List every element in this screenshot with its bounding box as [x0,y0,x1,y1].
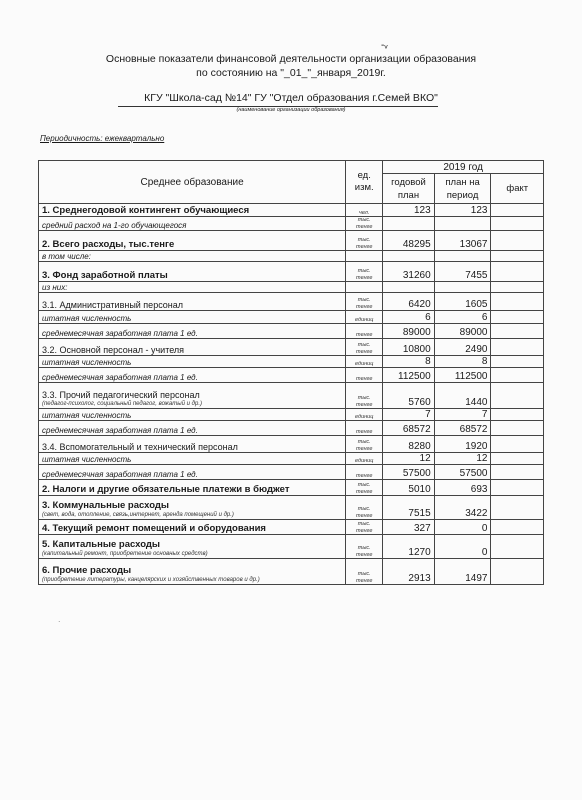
unit-cell: тыс. тенге [346,231,383,251]
plan-period-cell: 7455 [434,262,491,282]
plan-year-cell: 2913 [383,559,434,585]
row-name-cell [39,520,346,535]
unit-cell: тыс. тенге [346,262,383,282]
stray-mark: . [58,614,61,624]
plan-year-cell: 10800 [383,339,434,356]
plan-year-cell: 48295 [383,231,434,251]
fact-cell [491,282,544,293]
unit-cell: единиц [346,453,383,465]
plan-period-cell [434,217,491,231]
table-row [39,559,544,585]
financial-table [38,160,544,585]
fact-cell [491,496,544,520]
fact-cell [491,339,544,356]
row-name-cell [39,204,346,217]
row-name-cell [39,262,346,282]
table-row [39,293,544,311]
fact-cell [491,480,544,496]
header-plan-year: годовой план [383,174,434,204]
row-name: 3.2. Основной персонал - учителя [42,345,185,355]
fact-cell [491,231,544,251]
plan-period-cell [434,251,491,262]
header-name: Среднее образование [39,161,346,204]
table-row [39,480,544,496]
fact-cell [491,311,544,324]
table-row [39,368,544,383]
row-name-cell [39,368,346,383]
organization-caption: (наименование организации образования) [236,107,346,113]
plan-period-cell: 8 [434,356,491,368]
table-row [39,409,544,421]
unit-cell [346,282,383,293]
table-row [39,496,544,520]
table-row [39,520,544,535]
row-note: (свет, вода, отопление, связь,интернет, аренда помещений и др.) [42,512,234,518]
row-name: 3. Фонд заработной платы [42,270,168,281]
plan-period-cell: 0 [434,535,491,559]
fact-cell [491,383,544,409]
unit-cell: единиц [346,311,383,324]
plan-year-cell [383,282,434,293]
row-name-cell [39,251,346,262]
row-name: 2. Всего расходы, тыс.тенге [42,239,175,250]
row-name-cell [39,535,346,559]
fact-cell [491,262,544,282]
plan-period-cell: 1440 [434,383,491,409]
fact-cell [491,436,544,453]
row-name: 5. Капитальные расходы [42,539,161,550]
header-unit: ед. изм. [346,161,383,204]
unit-cell: тыс. тенге [346,496,383,520]
plan-period-cell: 6 [434,311,491,324]
plan-year-cell: 6420 [383,293,434,311]
unit-cell: тыс. тенге [346,520,383,535]
periodicity-label: Периодичность: ежеквартально [40,134,165,143]
table-row [39,535,544,559]
plan-period-cell: 1497 [434,559,491,585]
plan-period-cell: 7 [434,409,491,421]
fact-cell [491,421,544,436]
plan-year-cell: 89000 [383,324,434,339]
fact-cell [491,204,544,217]
row-name-cell [39,409,346,421]
row-name: средний расход на 1-го обучающегося [42,221,187,230]
row-note: (приобретение литературы, канцелярских и хозяйственных товаров и др.) [42,577,260,583]
row-name: штатная численность [42,314,132,323]
row-name: среднемесячная заработная плата 1 ед. [42,426,198,435]
row-name-cell [39,293,346,311]
plan-year-cell: 327 [383,520,434,535]
plan-period-cell: 1605 [434,293,491,311]
row-name: штатная численность [42,358,132,367]
plan-year-cell: 5760 [383,383,434,409]
plan-year-cell: 68572 [383,421,434,436]
row-name: 3.1. Административный персонал [42,300,184,310]
unit-cell: тенге [346,324,383,339]
plan-period-cell: 2490 [434,339,491,356]
fact-cell [491,251,544,262]
row-name: штатная численность [42,455,132,464]
unit-cell: единиц [346,409,383,421]
document-title: Основные показатели финансовой деятельности организации образования [105,53,477,65]
row-name-cell [39,436,346,453]
row-name-cell [39,217,346,231]
unit-cell: тыс. тенге [346,383,383,409]
table-row [39,421,544,436]
table-row [39,465,544,480]
table-row [39,383,544,409]
row-name-cell [39,496,346,520]
unit-cell: тыс. тенге [346,559,383,585]
unit-cell: тыс. тенге [346,217,383,231]
fact-cell [491,293,544,311]
row-name-cell [39,383,346,409]
row-name-cell [39,559,346,585]
row-name: 6. Прочие расходы [42,565,132,576]
plan-year-cell: 8280 [383,436,434,453]
row-name: 4. Текущий ремонт помещений и оборудования [42,523,266,534]
unit-cell: чел. [346,204,383,217]
row-note: (капитальный ремонт, приобретение основных средств) [42,551,208,557]
plan-period-cell: 57500 [434,465,491,480]
table-row [39,231,544,251]
header-year: 2019 год [383,161,544,174]
unit-cell: тыс. тенге [346,293,383,311]
row-name-cell [39,465,346,480]
table-row [39,436,544,453]
unit-cell: тенге [346,421,383,436]
pen-mark: -ᵥ [381,40,388,51]
plan-year-cell: 112500 [383,368,434,383]
plan-period-cell: 123 [434,204,491,217]
unit-cell: тыс. тенге [346,480,383,496]
unit-cell: тенге [346,368,383,383]
row-name-cell [39,339,346,356]
row-name: 3.3. Прочий педагогический персонал [42,390,200,400]
row-name: в том числе: [42,252,91,261]
row-name: среднемесячная заработная плата 1 ед. [42,329,198,338]
table-row [39,262,544,282]
unit-cell: тыс. тенге [346,339,383,356]
fact-cell [491,465,544,480]
plan-period-cell: 693 [434,480,491,496]
plan-period-cell: 13067 [434,231,491,251]
organization-name: КГУ "Школа-сад №14" ГУ "Отдел образования г.Семей ВКО" [144,92,438,104]
row-name: из них: [42,283,68,292]
plan-period-cell: 0 [434,520,491,535]
unit-cell: тенге [346,465,383,480]
header-fact: факт [491,174,544,204]
plan-year-cell: 7515 [383,496,434,520]
plan-year-cell [383,251,434,262]
row-name: 3. Коммунальные расходы [42,500,170,511]
plan-period-cell: 12 [434,453,491,465]
row-name-cell [39,231,346,251]
plan-year-cell: 57500 [383,465,434,480]
row-name-cell [39,356,346,368]
plan-period-cell: 68572 [434,421,491,436]
plan-year-cell: 7 [383,409,434,421]
row-name-cell [39,453,346,465]
header-plan-period: план на период [434,174,491,204]
fact-cell [491,356,544,368]
plan-year-cell: 31260 [383,262,434,282]
row-name: штатная численность [42,411,132,420]
plan-year-cell: 12 [383,453,434,465]
plan-period-cell: 1920 [434,436,491,453]
fact-cell [491,453,544,465]
unit-cell [346,251,383,262]
table-row [39,453,544,465]
plan-year-cell: 6 [383,311,434,324]
plan-year-cell [383,217,434,231]
row-name: среднемесячная заработная плата 1 ед. [42,470,198,479]
row-name: 1. Среднегодовой контингент обучающиеся [42,205,250,216]
plan-period-cell [434,282,491,293]
table-row [39,217,544,231]
plan-period-cell: 89000 [434,324,491,339]
table-row [39,324,544,339]
row-name: 3.4. Вспомогательный и технический персонал [42,442,238,452]
fact-cell [491,559,544,585]
fact-cell [491,217,544,231]
fact-cell [491,368,544,383]
fact-cell [491,535,544,559]
row-name-cell [39,282,346,293]
table-row [39,251,544,262]
plan-year-cell: 5010 [383,480,434,496]
row-note: (педагог-психолог, социальный педагог, вожатый и др.) [42,401,202,407]
row-name-cell [39,311,346,324]
row-name-cell [39,421,346,436]
table-row [39,311,544,324]
fact-cell [491,324,544,339]
document-date: по состоянию на "_01_"_января_2019г. [196,67,386,79]
unit-cell: тыс. тенге [346,535,383,559]
plan-period-cell: 3422 [434,496,491,520]
row-name: 2. Налоги и другие обязательные платежи в бюджет [42,484,290,495]
unit-cell: единиц [346,356,383,368]
row-name: среднемесячная заработная плата 1 ед. [42,373,198,382]
plan-year-cell: 123 [383,204,434,217]
fact-cell [491,409,544,421]
plan-year-cell: 8 [383,356,434,368]
table-row [39,282,544,293]
table-row [39,204,544,217]
plan-period-cell: 112500 [434,368,491,383]
row-name-cell [39,324,346,339]
unit-cell: тыс. тенге [346,436,383,453]
table-row [39,356,544,368]
table-row [39,339,544,356]
fact-cell [491,520,544,535]
row-name-cell [39,480,346,496]
plan-year-cell: 1270 [383,535,434,559]
